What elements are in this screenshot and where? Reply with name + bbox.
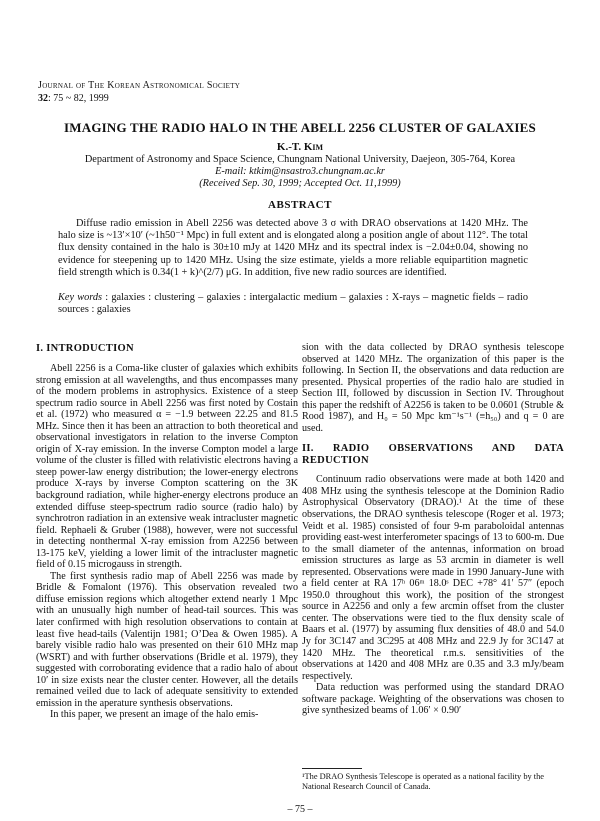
author-name: K.-T. Kim <box>276 141 324 153</box>
email: E-mail: ktkim@nsastro3.chungnam.ac.kr <box>215 166 385 177</box>
footnote: ¹The DRAO Synthesis Telescope is operated as a national facility by the National Research Council of Canada. <box>302 772 545 791</box>
section1-heading: I. INTRODUCTION <box>36 343 134 354</box>
section2-heading: II. RADIO OBSERVATIONS AND DATA REDUCTION <box>302 443 564 467</box>
left-column <box>36 343 298 721</box>
section2-paragraph-1: Continuum radio observations were made at both 1420 and 408 MHz using the synthesis telescope at the Dominion Radio Astrophysical Observatory (DRAO).¹ At the time of these observations, the DRAO synthesis telescope (Roger et al. 1973; Veidt et al. 1985) consisted of four 9-m paraboloidal antennas providing east-west interferometer spacings of 13 to 600-m. Due to the small diameter of the antennas, information on broad emission structures as large as 53 arcmin in diameter is well represented. Observations were made in 1990 January-June with a field center at RA 17ʰ 06ᵐ 18.0ˢ DEC +78° 41′ 57″ (epoch 1950.0 throughout this work), the position of the strongest source in A2256 and only a few arcmin offset from the cluster center. The observations were tied to the flux density scale of Baars et al. (1977) by assuming flux densities of 48.0 and 54.0 Jy for 3C147 and 3C295 at 408 MHz and 22.9 Jy for 3C147 at 1420 MHz. The theoretical r.m.s. sensitivities of the observations at 1420 and 408 MHz are 0.35 and 3.3 mJy/beam respectively. <box>302 474 564 682</box>
section2-paragraph-2: Data reduction was performed using the standard DRAO software package. Weighting of the observations was chosen to give synthesized beams of 1.06′ × 0.90′ <box>302 682 564 717</box>
section1-paragraph-1: Abell 2256 is a Coma-like cluster of galaxies which exhibits strong emission at all wavelengths, and thus encompasses many of the modern problems in astrophysics. Existence of a steep spectrum radio source in Abell 2256 was first noted by Costain et al. (1972) who measured α = −1.9 between 22.25 and 81.5 MHz. Since then it has been an attraction to both theoretical and observational investigators in relation to the inverse Compton origin of X-ray emission. In the inverse Compton model a large volume of the cluster is filled with relativistic electrons having a steep power-law energy distribution; the lower-energy electrons produce X-rays by inverse Compton scattering on the 3K background radiation, while higher-energy electrons produce an extended diffuse steep-spectrum radio source (radio halo) by synchrotron radiation in an extensive weak intracluster magnetic field. Rephaeli & Gruber (1988), however, were not successful in detecting nonthermal X-ray emission from A2256 between 13-175 keV, yielding a lower limit of the intracluster magnetic field of 0.15 microgauss in strength. <box>36 363 298 571</box>
right-column <box>302 342 564 717</box>
journal-name: Journal of The Korean Astronomical Society <box>38 80 241 91</box>
page-range: : 75 ~ 82, 1999 <box>48 93 109 104</box>
keywords <box>58 292 528 316</box>
volume-line <box>38 93 109 105</box>
abstract-text: Diffuse radio emission in Abell 2256 was detected above 3 σ with DRAO observations at 1420 MHz. The halo size is ~13′×10′ (~1h50⁻¹ Mpc) in full extent and is elongated along a position angle of about 112°. The total flux density contained in the halo is 30±10 mJy at 1420 MHz and its spectral index is −2.04±0.04, showing no evidence for steepening up to 1420 MHz. Using the size estimate, yields a more reliable equipartition magnetic field strength which is 0.34(1 + k)^(2/7) μG. In addition, five new radio sources are identified. <box>58 218 528 278</box>
affiliation-block <box>30 154 570 190</box>
received-dates: (Received Sep. 30, 1999; Accepted Oct. 11,1999) <box>199 178 401 189</box>
page-number: – 75 – <box>287 804 313 815</box>
volume-number: 32 <box>38 93 48 104</box>
section1-paragraph-3: In this paper, we present an image of the halo emis- <box>50 709 259 721</box>
paper-title: IMAGING THE RADIO HALO IN THE ABELL 2256 CLUSTER OF GALAXIES <box>64 120 536 135</box>
section1-paragraph-2: The first synthesis radio map of Abell 2256 was made by Bridle & Fomalont (1976). This observation revealed two diffuse emission regions which altogether extend nearly 1 Mpc with an unusually high number of head-tail sources. This was later confirmed with high resolution observations to contain at least five head-tails (Valentijn 1981; O’Dea & Owen 1985). A barely visible radio halo was presented on their 610 MHz map (WSRT) and with further observations (Bridle et al. 1979), they suggested with corroborating evidence that a radio halo of about 10′ in size exists near the cluster center. However, all the details remained veiled due to lack of adequate sensitivity to extended emission in the aperature synthesis observations. <box>36 570 298 709</box>
abstract-heading: ABSTRACT <box>268 199 332 211</box>
affiliation: Department of Astronomy and Space Science, Chungnam National University, Daejeon, 305-764, Korea <box>84 154 516 165</box>
footnote-rule <box>302 768 362 769</box>
keywords-list: : galaxies : clustering – galaxies : intergalactic medium – galaxies : X-rays – magnetic fields – radio sources : galaxies <box>58 292 528 316</box>
section1-continuation: sion with the data collected by DRAO synthesis telescope observed at 1420 MHz. The organization of this paper is the following. In Section II, the observations and data reduction are presented. Physical properties of the radio halo are studied in Section III, followed by discussion in Section IV. Throughout this paper the redshift of A2256 is taken to be 0.0601 (Struble & Rood 1987), and H₀ = 50 Mpc km⁻¹s⁻¹ (≡h₅₀) and q = 0 are used. <box>302 342 564 434</box>
keywords-label: Key words <box>58 292 103 303</box>
